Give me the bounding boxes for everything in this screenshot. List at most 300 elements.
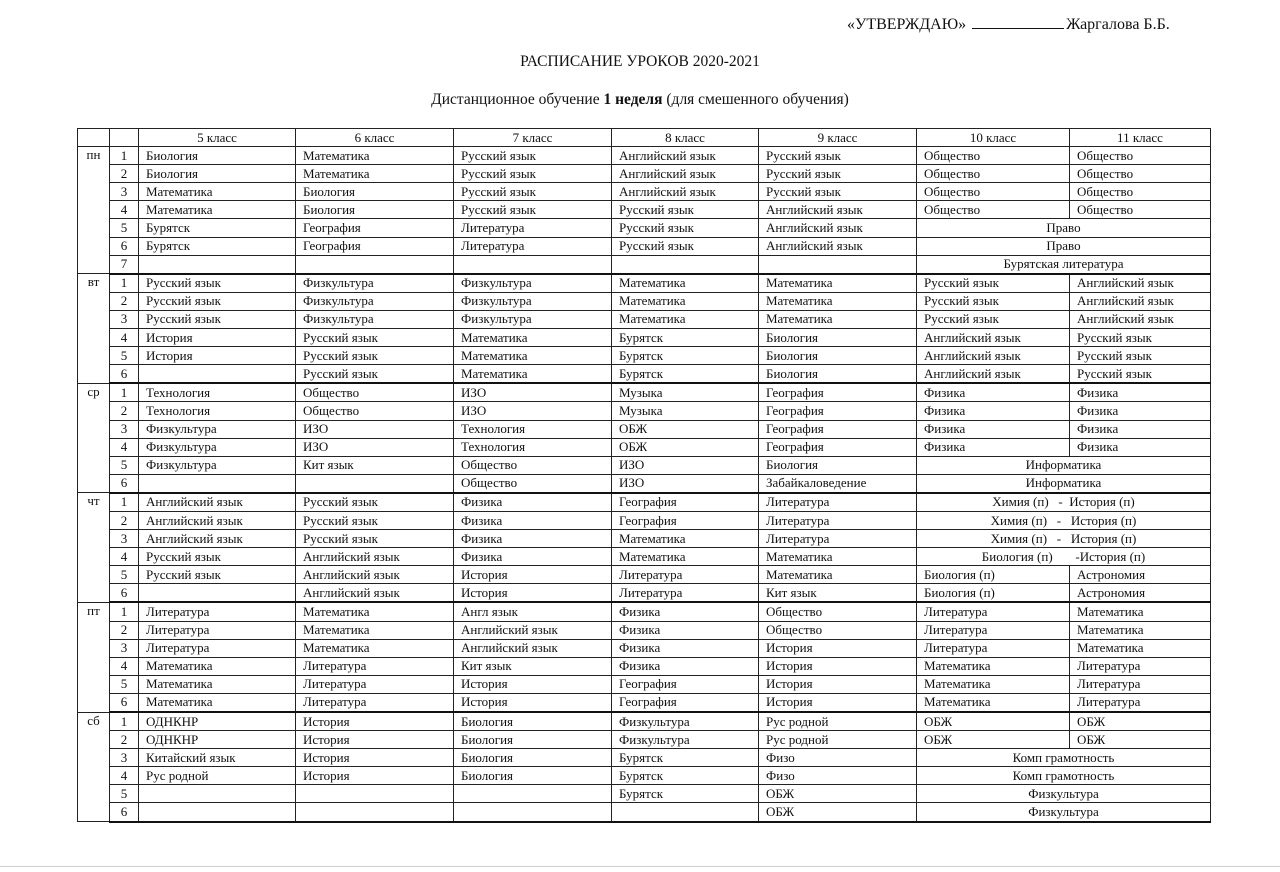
- lesson-number: 7: [110, 255, 139, 274]
- subject-cell: ОБЖ: [759, 785, 917, 803]
- lesson-number: 5: [110, 456, 139, 474]
- lesson-row: [78, 474, 1211, 493]
- subject-cell: Бурятск: [139, 237, 296, 255]
- merged-subject-cell: Информатика: [917, 456, 1211, 474]
- lesson-row: [78, 675, 1211, 693]
- subject-cell: Общество: [1070, 147, 1211, 165]
- lesson-number: 5: [110, 566, 139, 584]
- subject-cell: Русский язык: [296, 347, 454, 365]
- day-label: пн: [78, 147, 110, 274]
- subject-cell: Биология: [759, 347, 917, 365]
- subject-cell: ОБЖ: [759, 803, 917, 822]
- subject-cell: Английский язык: [454, 639, 612, 657]
- subject-cell: ИЗО: [612, 474, 759, 493]
- subject-cell: Английский язык: [759, 237, 917, 255]
- subject-cell: Английский язык: [296, 584, 454, 603]
- subject-cell: Кит язык: [759, 584, 917, 603]
- subject-cell: Общество: [917, 165, 1070, 183]
- subject-cell: Бурятск: [139, 219, 296, 237]
- lesson-row: [78, 219, 1211, 237]
- subject-cell: Физо: [759, 749, 917, 767]
- subject-cell: Математика: [296, 621, 454, 639]
- subject-cell: ОДНКНР: [139, 712, 296, 731]
- subject-cell: Общество: [917, 147, 1070, 165]
- lesson-number: 4: [110, 438, 139, 456]
- lesson-row: [78, 201, 1211, 219]
- subject-cell: Общество: [917, 183, 1070, 201]
- subject-cell: Английский язык: [612, 147, 759, 165]
- subject-cell: Русский язык: [1070, 347, 1211, 365]
- subject-cell: [139, 474, 296, 493]
- lesson-row: [78, 566, 1211, 584]
- subject-cell: Литература: [917, 621, 1070, 639]
- subject-cell: Английский язык: [917, 329, 1070, 347]
- subject-cell: Английский язык: [1070, 292, 1211, 310]
- subject-cell: Литература: [612, 584, 759, 603]
- subject-cell: [296, 803, 454, 822]
- class-column-header: 11 класс: [1070, 129, 1211, 147]
- lesson-row: [78, 292, 1211, 310]
- lesson-number: 4: [110, 767, 139, 785]
- subject-cell: Физика: [917, 420, 1070, 438]
- subject-cell: Математика: [139, 657, 296, 675]
- subject-cell: Английский язык: [139, 511, 296, 529]
- lesson-row: [78, 639, 1211, 657]
- subject-cell: Математика: [917, 657, 1070, 675]
- approve-label: «УТВЕРЖДАЮ»: [847, 16, 967, 33]
- merged-subject-cell: Право: [917, 237, 1211, 255]
- subject-cell: Русский язык: [296, 329, 454, 347]
- subject-cell: Русский язык: [139, 548, 296, 566]
- subject-cell: История: [759, 639, 917, 657]
- subject-cell: Физкультура: [139, 420, 296, 438]
- lesson-number: 6: [110, 803, 139, 822]
- subject-cell: Бурятск: [612, 329, 759, 347]
- subject-cell: Математика: [1070, 621, 1211, 639]
- subject-cell: Бурятск: [612, 749, 759, 767]
- subject-cell: Физкультура: [139, 438, 296, 456]
- lesson-number: 5: [110, 219, 139, 237]
- subject-cell: Физика: [612, 639, 759, 657]
- subject-cell: [139, 785, 296, 803]
- lesson-row: [78, 621, 1211, 639]
- subject-cell: География: [759, 420, 917, 438]
- lesson-number: 6: [110, 365, 139, 384]
- subject-cell: Физика: [917, 438, 1070, 456]
- lesson-row: [78, 237, 1211, 255]
- subject-cell: Общество: [917, 201, 1070, 219]
- subject-cell: Русский язык: [139, 274, 296, 293]
- subject-cell: Английский язык: [454, 621, 612, 639]
- subject-cell: [454, 785, 612, 803]
- lesson-row: [78, 420, 1211, 438]
- subject-cell: [139, 584, 296, 603]
- subject-cell: ОБЖ: [917, 731, 1070, 749]
- subject-cell: Общество: [454, 456, 612, 474]
- subject-cell: История: [296, 712, 454, 731]
- subject-cell: Английский язык: [139, 493, 296, 512]
- subject-cell: Английский язык: [296, 566, 454, 584]
- subject-cell: Математика: [454, 329, 612, 347]
- subject-cell: ОБЖ: [612, 420, 759, 438]
- subject-cell: Технология: [454, 420, 612, 438]
- subject-cell: Математика: [1070, 602, 1211, 621]
- lesson-row: [78, 803, 1211, 822]
- lesson-row: [78, 693, 1211, 712]
- subject-cell: [759, 255, 917, 274]
- subject-cell: ОБЖ: [917, 712, 1070, 731]
- subject-cell: Физика: [454, 493, 612, 512]
- subject-cell: Литература: [139, 639, 296, 657]
- day-label: вт: [78, 274, 110, 384]
- subject-cell: Физика: [1070, 383, 1211, 402]
- subject-cell: Физкультура: [454, 274, 612, 293]
- subject-cell: [612, 803, 759, 822]
- subject-cell: Биология: [139, 147, 296, 165]
- subject-cell: Русский язык: [1070, 365, 1211, 384]
- subject-cell: Математика: [139, 201, 296, 219]
- subject-cell: Физика: [612, 621, 759, 639]
- subject-cell: Биология: [454, 731, 612, 749]
- subject-cell: Математика: [612, 548, 759, 566]
- lesson-number: 4: [110, 329, 139, 347]
- lesson-number: 1: [110, 602, 139, 621]
- lesson-row: [78, 365, 1211, 384]
- subject-cell: Музыка: [612, 383, 759, 402]
- subject-cell: Русский язык: [759, 147, 917, 165]
- subject-cell: Английский язык: [612, 165, 759, 183]
- subject-cell: Английский язык: [759, 201, 917, 219]
- subject-cell: Математика: [454, 365, 612, 384]
- subject-cell: Физика: [917, 402, 1070, 420]
- subject-cell: Русский язык: [759, 165, 917, 183]
- subtitle-post: (для смешенного обучения): [662, 91, 849, 108]
- page-title: РАСПИСАНИЕ УРОКОВ 2020-2021: [520, 53, 760, 70]
- subject-cell: Общество: [1070, 183, 1211, 201]
- subject-cell: Русский язык: [139, 566, 296, 584]
- subject-cell: География: [612, 675, 759, 693]
- subject-cell: Английский язык: [1070, 310, 1211, 328]
- subject-cell: Физика: [1070, 420, 1211, 438]
- subject-cell: Математика: [612, 310, 759, 328]
- subject-cell: География: [759, 383, 917, 402]
- subject-cell: Астрономия: [1070, 566, 1211, 584]
- lesson-number: 6: [110, 237, 139, 255]
- lesson-number: 5: [110, 675, 139, 693]
- subject-cell: Математика: [296, 165, 454, 183]
- subject-cell: [139, 803, 296, 822]
- lesson-row: [78, 183, 1211, 201]
- subject-cell: [296, 474, 454, 493]
- subject-cell: Английский язык: [1070, 274, 1211, 293]
- lesson-row: [78, 602, 1211, 621]
- day-label: сб: [78, 712, 110, 822]
- subject-cell: Физкультура: [296, 274, 454, 293]
- lesson-number: 5: [110, 785, 139, 803]
- lesson-number: 2: [110, 731, 139, 749]
- subject-cell: История: [296, 731, 454, 749]
- subject-cell: Физика: [454, 530, 612, 548]
- subject-cell: Забайкаловедение: [759, 474, 917, 493]
- day-label: пт: [78, 602, 110, 712]
- merged-subject-cell: Комп грамотность: [917, 767, 1211, 785]
- subject-cell: Математика: [759, 274, 917, 293]
- subject-cell: Русский язык: [917, 292, 1070, 310]
- subject-cell: Литература: [454, 237, 612, 255]
- subject-cell: История: [759, 657, 917, 675]
- subject-cell: Литература: [296, 675, 454, 693]
- subject-cell: География: [759, 402, 917, 420]
- lesson-number: 5: [110, 347, 139, 365]
- subject-cell: Математика: [612, 530, 759, 548]
- lesson-number: 3: [110, 310, 139, 328]
- subject-cell: Биология: [296, 201, 454, 219]
- lesson-row: [78, 548, 1211, 566]
- subject-cell: Бурятск: [612, 347, 759, 365]
- subject-cell: Математика: [759, 292, 917, 310]
- subject-cell: [454, 803, 612, 822]
- subject-cell: Технология: [454, 438, 612, 456]
- subject-cell: ОБЖ: [1070, 731, 1211, 749]
- subject-cell: Физкультура: [612, 712, 759, 731]
- subject-cell: Общество: [454, 474, 612, 493]
- corner-cell: [110, 129, 139, 147]
- subject-cell: [296, 785, 454, 803]
- merged-subject-cell: Информатика: [917, 474, 1211, 493]
- subject-cell: Бурятск: [612, 365, 759, 384]
- lesson-row: [78, 767, 1211, 785]
- class-column-header: 6 класс: [296, 129, 454, 147]
- subject-cell: История: [139, 347, 296, 365]
- subject-cell: Русский язык: [1070, 329, 1211, 347]
- subject-cell: Общество: [1070, 165, 1211, 183]
- subject-cell: Физкультура: [296, 292, 454, 310]
- subject-cell: Математика: [296, 602, 454, 621]
- subject-cell: Биология: [296, 183, 454, 201]
- subject-cell: Физика: [454, 511, 612, 529]
- subject-cell: Бурятск: [612, 785, 759, 803]
- lesson-number: 2: [110, 165, 139, 183]
- subject-cell: Литература: [1070, 675, 1211, 693]
- subject-cell: Литература: [1070, 657, 1211, 675]
- subject-cell: Физика: [917, 383, 1070, 402]
- merged-subject-cell: Бурятская литература: [917, 255, 1211, 274]
- lesson-number: 1: [110, 274, 139, 293]
- subject-cell: Русский язык: [139, 292, 296, 310]
- subject-cell: История: [454, 693, 612, 712]
- lesson-number: 1: [110, 712, 139, 731]
- subject-cell: Русский язык: [612, 219, 759, 237]
- subject-cell: Технология: [139, 383, 296, 402]
- subject-cell: Биология: [759, 365, 917, 384]
- subject-cell: Математика: [917, 675, 1070, 693]
- lesson-number: 6: [110, 693, 139, 712]
- subject-cell: ИЗО: [454, 402, 612, 420]
- subject-cell: Математика: [139, 183, 296, 201]
- subject-cell: Русский язык: [454, 147, 612, 165]
- lesson-number: 3: [110, 183, 139, 201]
- subject-cell: Литература: [139, 602, 296, 621]
- subject-cell: Бурятск: [612, 767, 759, 785]
- subject-cell: Литература: [917, 602, 1070, 621]
- lesson-row: [78, 456, 1211, 474]
- signature-line: [972, 14, 1064, 29]
- subject-cell: Русский язык: [139, 310, 296, 328]
- lesson-row: [78, 493, 1211, 512]
- subject-cell: Русский язык: [454, 183, 612, 201]
- class-column-header: 5 класс: [139, 129, 296, 147]
- lesson-row: [78, 785, 1211, 803]
- subject-cell: Английский язык: [612, 183, 759, 201]
- subject-cell: Английский язык: [917, 347, 1070, 365]
- subject-cell: Русский язык: [454, 165, 612, 183]
- lesson-number: 2: [110, 621, 139, 639]
- lesson-row: [78, 383, 1211, 402]
- subject-cell: ИЗО: [296, 420, 454, 438]
- subject-cell: ОДНКНР: [139, 731, 296, 749]
- subject-cell: Биология: [454, 712, 612, 731]
- lesson-row: [78, 347, 1211, 365]
- lesson-number: 4: [110, 548, 139, 566]
- subject-cell: Астрономия: [1070, 584, 1211, 603]
- subject-cell: Англ язык: [454, 602, 612, 621]
- merged-subject-cell: Химия (п) - История (п): [917, 530, 1211, 548]
- lesson-row: [78, 438, 1211, 456]
- subject-cell: Литература: [296, 693, 454, 712]
- subject-cell: [139, 365, 296, 384]
- lesson-row: [78, 731, 1211, 749]
- subject-cell: География: [296, 219, 454, 237]
- lesson-number: 6: [110, 474, 139, 493]
- subject-cell: История: [759, 693, 917, 712]
- lesson-row: [78, 712, 1211, 731]
- subject-cell: История: [454, 675, 612, 693]
- corner-cell: [78, 129, 110, 147]
- subject-cell: [296, 255, 454, 274]
- subject-cell: Английский язык: [917, 365, 1070, 384]
- subject-cell: Математика: [917, 693, 1070, 712]
- subject-cell: География: [612, 693, 759, 712]
- lesson-row: [78, 255, 1211, 274]
- lesson-number: 1: [110, 383, 139, 402]
- subject-cell: Общество: [759, 602, 917, 621]
- subject-cell: ОБЖ: [1070, 712, 1211, 731]
- subject-cell: Физкультура: [454, 310, 612, 328]
- lesson-number: 4: [110, 657, 139, 675]
- subject-cell: Математика: [139, 693, 296, 712]
- subtitle-week: 1 неделя: [603, 91, 663, 108]
- subject-cell: Русский язык: [612, 237, 759, 255]
- subject-cell: Музыка: [612, 402, 759, 420]
- lesson-number: 1: [110, 493, 139, 512]
- subject-cell: Русский язык: [454, 201, 612, 219]
- subject-cell: История: [759, 675, 917, 693]
- merged-subject-cell: Право: [917, 219, 1211, 237]
- schedule-body: [78, 147, 1211, 822]
- subject-cell: ИЗО: [296, 438, 454, 456]
- subject-cell: История: [454, 584, 612, 603]
- approval-line: [847, 14, 1170, 34]
- subject-cell: Математика: [296, 639, 454, 657]
- lesson-row: [78, 147, 1211, 165]
- subject-cell: Рус родной: [759, 712, 917, 731]
- lesson-number: 2: [110, 402, 139, 420]
- subject-cell: Литература: [1070, 693, 1211, 712]
- subject-cell: Общество: [296, 383, 454, 402]
- subject-cell: Кит язык: [296, 456, 454, 474]
- subject-cell: Литература: [139, 621, 296, 639]
- lesson-row: [78, 749, 1211, 767]
- subject-cell: Биология: [454, 749, 612, 767]
- subject-cell: Математика: [759, 310, 917, 328]
- lesson-row: [78, 584, 1211, 603]
- subject-cell: Общество: [296, 402, 454, 420]
- subject-cell: Физика: [612, 657, 759, 675]
- subject-cell: Рус родной: [759, 731, 917, 749]
- lesson-row: [78, 329, 1211, 347]
- subject-cell: Английский язык: [296, 548, 454, 566]
- subject-cell: Биология (п): [917, 566, 1070, 584]
- page-bottom-rule: [0, 866, 1280, 867]
- page-subtitle: [0, 91, 1280, 109]
- subject-cell: География: [296, 237, 454, 255]
- lesson-number: 3: [110, 420, 139, 438]
- lesson-row: [78, 310, 1211, 328]
- subject-cell: Литература: [759, 530, 917, 548]
- lesson-number: 3: [110, 749, 139, 767]
- subject-cell: Литература: [454, 219, 612, 237]
- class-column-header: 7 класс: [454, 129, 612, 147]
- lesson-number: 4: [110, 201, 139, 219]
- subject-cell: История: [296, 767, 454, 785]
- class-column-header: 10 класс: [917, 129, 1070, 147]
- lesson-number: 3: [110, 530, 139, 548]
- subject-cell: Физо: [759, 767, 917, 785]
- subtitle-pre: Дистанционное обучение: [431, 91, 604, 108]
- subject-cell: Биология: [759, 329, 917, 347]
- lesson-number: 1: [110, 147, 139, 165]
- lesson-row: [78, 402, 1211, 420]
- subject-cell: Рус родной: [139, 767, 296, 785]
- class-column-header: 9 класс: [759, 129, 917, 147]
- subject-cell: Физика: [1070, 438, 1211, 456]
- subject-cell: Физика: [1070, 402, 1211, 420]
- subject-cell: [454, 255, 612, 274]
- day-label: чт: [78, 493, 110, 603]
- merged-subject-cell: Комп грамотность: [917, 749, 1211, 767]
- merged-subject-cell: Физкультура: [917, 785, 1211, 803]
- subject-cell: Английский язык: [759, 219, 917, 237]
- lesson-row: [78, 274, 1211, 293]
- subject-cell: Русский язык: [296, 365, 454, 384]
- subject-cell: ОБЖ: [612, 438, 759, 456]
- subject-cell: Физкультура: [139, 456, 296, 474]
- lesson-row: [78, 511, 1211, 529]
- subject-cell: Математика: [296, 147, 454, 165]
- subject-cell: Русский язык: [296, 511, 454, 529]
- subject-cell: Литература: [612, 566, 759, 584]
- header-row: [78, 129, 1211, 147]
- subject-cell: ИЗО: [612, 456, 759, 474]
- subject-cell: Физкультура: [612, 731, 759, 749]
- subject-cell: Математика: [139, 675, 296, 693]
- subject-cell: Математика: [759, 548, 917, 566]
- subject-cell: Биология: [454, 767, 612, 785]
- subject-cell: Русский язык: [296, 530, 454, 548]
- subject-cell: Математика: [759, 566, 917, 584]
- subject-cell: География: [612, 511, 759, 529]
- subject-cell: [139, 255, 296, 274]
